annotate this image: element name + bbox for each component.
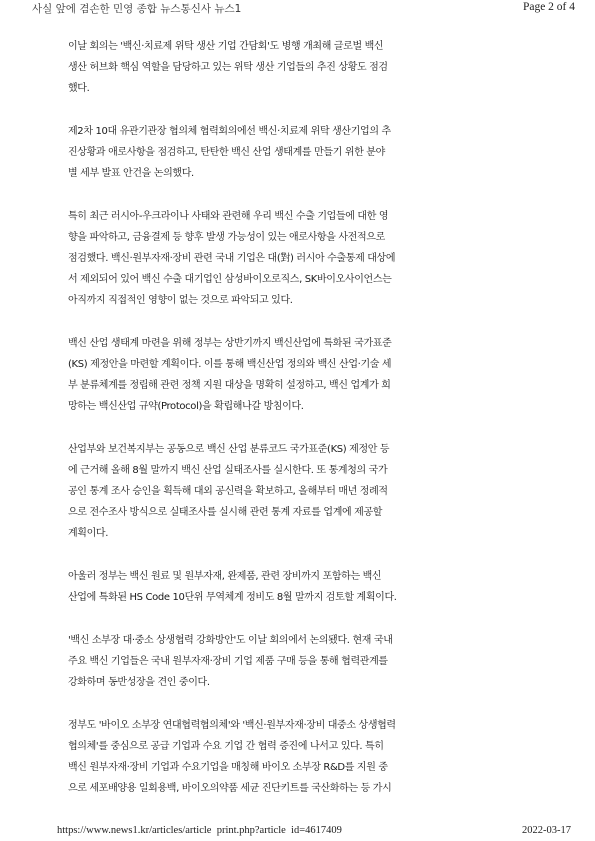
text-line: 제2차 10대 유관기관장 협의체 협력회의에선 백신·치료제 위탁 생산기업의 추 xyxy=(68,126,391,137)
text-line: 공인 통계 조사 승인을 획득해 대외 공신력을 확보하고, 올해부터 매년 정례적 xyxy=(68,486,388,497)
article-body xyxy=(68,36,520,821)
text-line: 생산 허브화 핵심 역할을 담당하고 있는 위탁 생산 기업들의 추진 상황도 점검 xyxy=(68,62,388,73)
article-paragraph xyxy=(68,333,520,417)
text-line: 이날 회의는 '백신·치료제 위탁 생산 기업 간담회'도 병행 개최해 글로벌 백신 xyxy=(68,41,384,52)
text-line: 망하는 백신산업 규약(Protocol)을 확립해나갈 방침이다. xyxy=(68,401,304,412)
text-line: 향을 파악하고, 금융결제 등 향후 발생 가능성이 있는 애로사항을 사전적으로 xyxy=(68,232,385,243)
text-line: 서 제외되어 있어 백신 수출 대기업인 삼성바이오로직스, SK바이오사이언스는 xyxy=(68,274,392,285)
article-paragraph xyxy=(68,630,520,693)
text-line: 으로 전수조사 방식으로 실태조사를 실시해 관련 통계 자료를 업계에 제공할 xyxy=(68,507,383,518)
header-title: 사실 앞에 겸손한 민영 종합 뉴스통신사 뉴스1 xyxy=(32,3,242,15)
text-line: 강화하며 동반성장을 견인 중이다. xyxy=(68,677,210,688)
article-paragraph xyxy=(68,121,520,184)
text-line: 에 근거해 올해 8월 말까지 백신 산업 실태조사를 실시한다. 또 통계청의 국가 xyxy=(68,465,388,476)
text-line: 계획이다. xyxy=(68,528,109,539)
article-paragraph xyxy=(68,439,520,544)
text-line: 산업에 특화된 HS Code 10단위 무역체계 정비도 8월 말까지 검토할 계획이다. xyxy=(68,592,397,603)
text-line: 정부도 '바이오 소부장 연대협력협의체'와 '백신·원부자재·장비 대중소 상생협력 xyxy=(68,720,396,731)
article-paragraph xyxy=(68,206,520,311)
text-line: '백신 소부장 대·중소 상생협력 강화방안'도 이날 회의에서 논의됐다. 현재 국내 xyxy=(68,635,393,646)
text-line: 특히 최근 러시아-우크라이나 사태와 관련해 우리 백신 수출 기업들에 대한 영 xyxy=(68,211,389,222)
text-line: 아직까지 직접적인 영향이 없는 것으로 파악되고 있다. xyxy=(68,295,293,306)
text-line: 진상황과 애로사항을 점검하고, 탄탄한 백신 산업 생태계를 만들기 위한 분야 xyxy=(68,147,385,158)
print-url: https://www.news1.kr/articles/article print.php?article id=4617409 xyxy=(57,825,342,836)
page-indicator: Page 2 of 4 xyxy=(522,1,575,13)
article-paragraph xyxy=(68,36,520,99)
article-paragraph xyxy=(68,566,520,608)
print-header xyxy=(0,0,595,20)
text-line: 주요 백신 기업들은 국내 원부자재·장비 기업 제품 구매 등을 통해 협력관계를 xyxy=(68,656,388,667)
text-line: 백신 원부자재·장비 기업과 수요기업을 매칭해 바이오 소부장 R&D를 지원 중 xyxy=(68,762,388,773)
text-line: 백신 산업 생태계 마련을 위해 정부는 상반기까지 백신산업에 특화된 국가표준 xyxy=(68,338,392,349)
text-line: 협의체'를 중심으로 공급 기업과 수요 기업 간 협력 증진에 나서고 있다. 특히 xyxy=(68,741,384,752)
article-paragraph xyxy=(68,715,520,799)
text-line: 했다. xyxy=(68,83,90,94)
print-date: 2022-03-17 xyxy=(522,825,571,836)
text-line: 부 분류체계를 정립해 관련 정책 지원 대상을 명확히 설정하고, 백신 업계가 희 xyxy=(68,380,391,391)
text-line: 아울러 정부는 백신 원료 및 원부자재, 완제품, 관련 장비까지 포함하는 백신 xyxy=(68,571,382,582)
text-line: 으로 세포배양용 일회용백, 바이오의약품 세균 진단키트를 국산화하는 등 가시 xyxy=(68,783,392,794)
text-line: 산업부와 보건복지부는 공동으로 백신 산업 분류코드 국가표준(KS) 제정안 등 xyxy=(68,444,390,455)
text-line: 점검했다. 백신·원부자재·장비 관련 국내 기업은 대(對) 러시아 수출통제 대상에 xyxy=(68,253,396,264)
text-line: 별 세부 발표 안건을 논의했다. xyxy=(68,168,194,179)
text-line: (KS) 제정안을 마련할 계획이다. 이를 통해 백신산업 정의와 백신 산업·기술 세 xyxy=(68,359,392,370)
